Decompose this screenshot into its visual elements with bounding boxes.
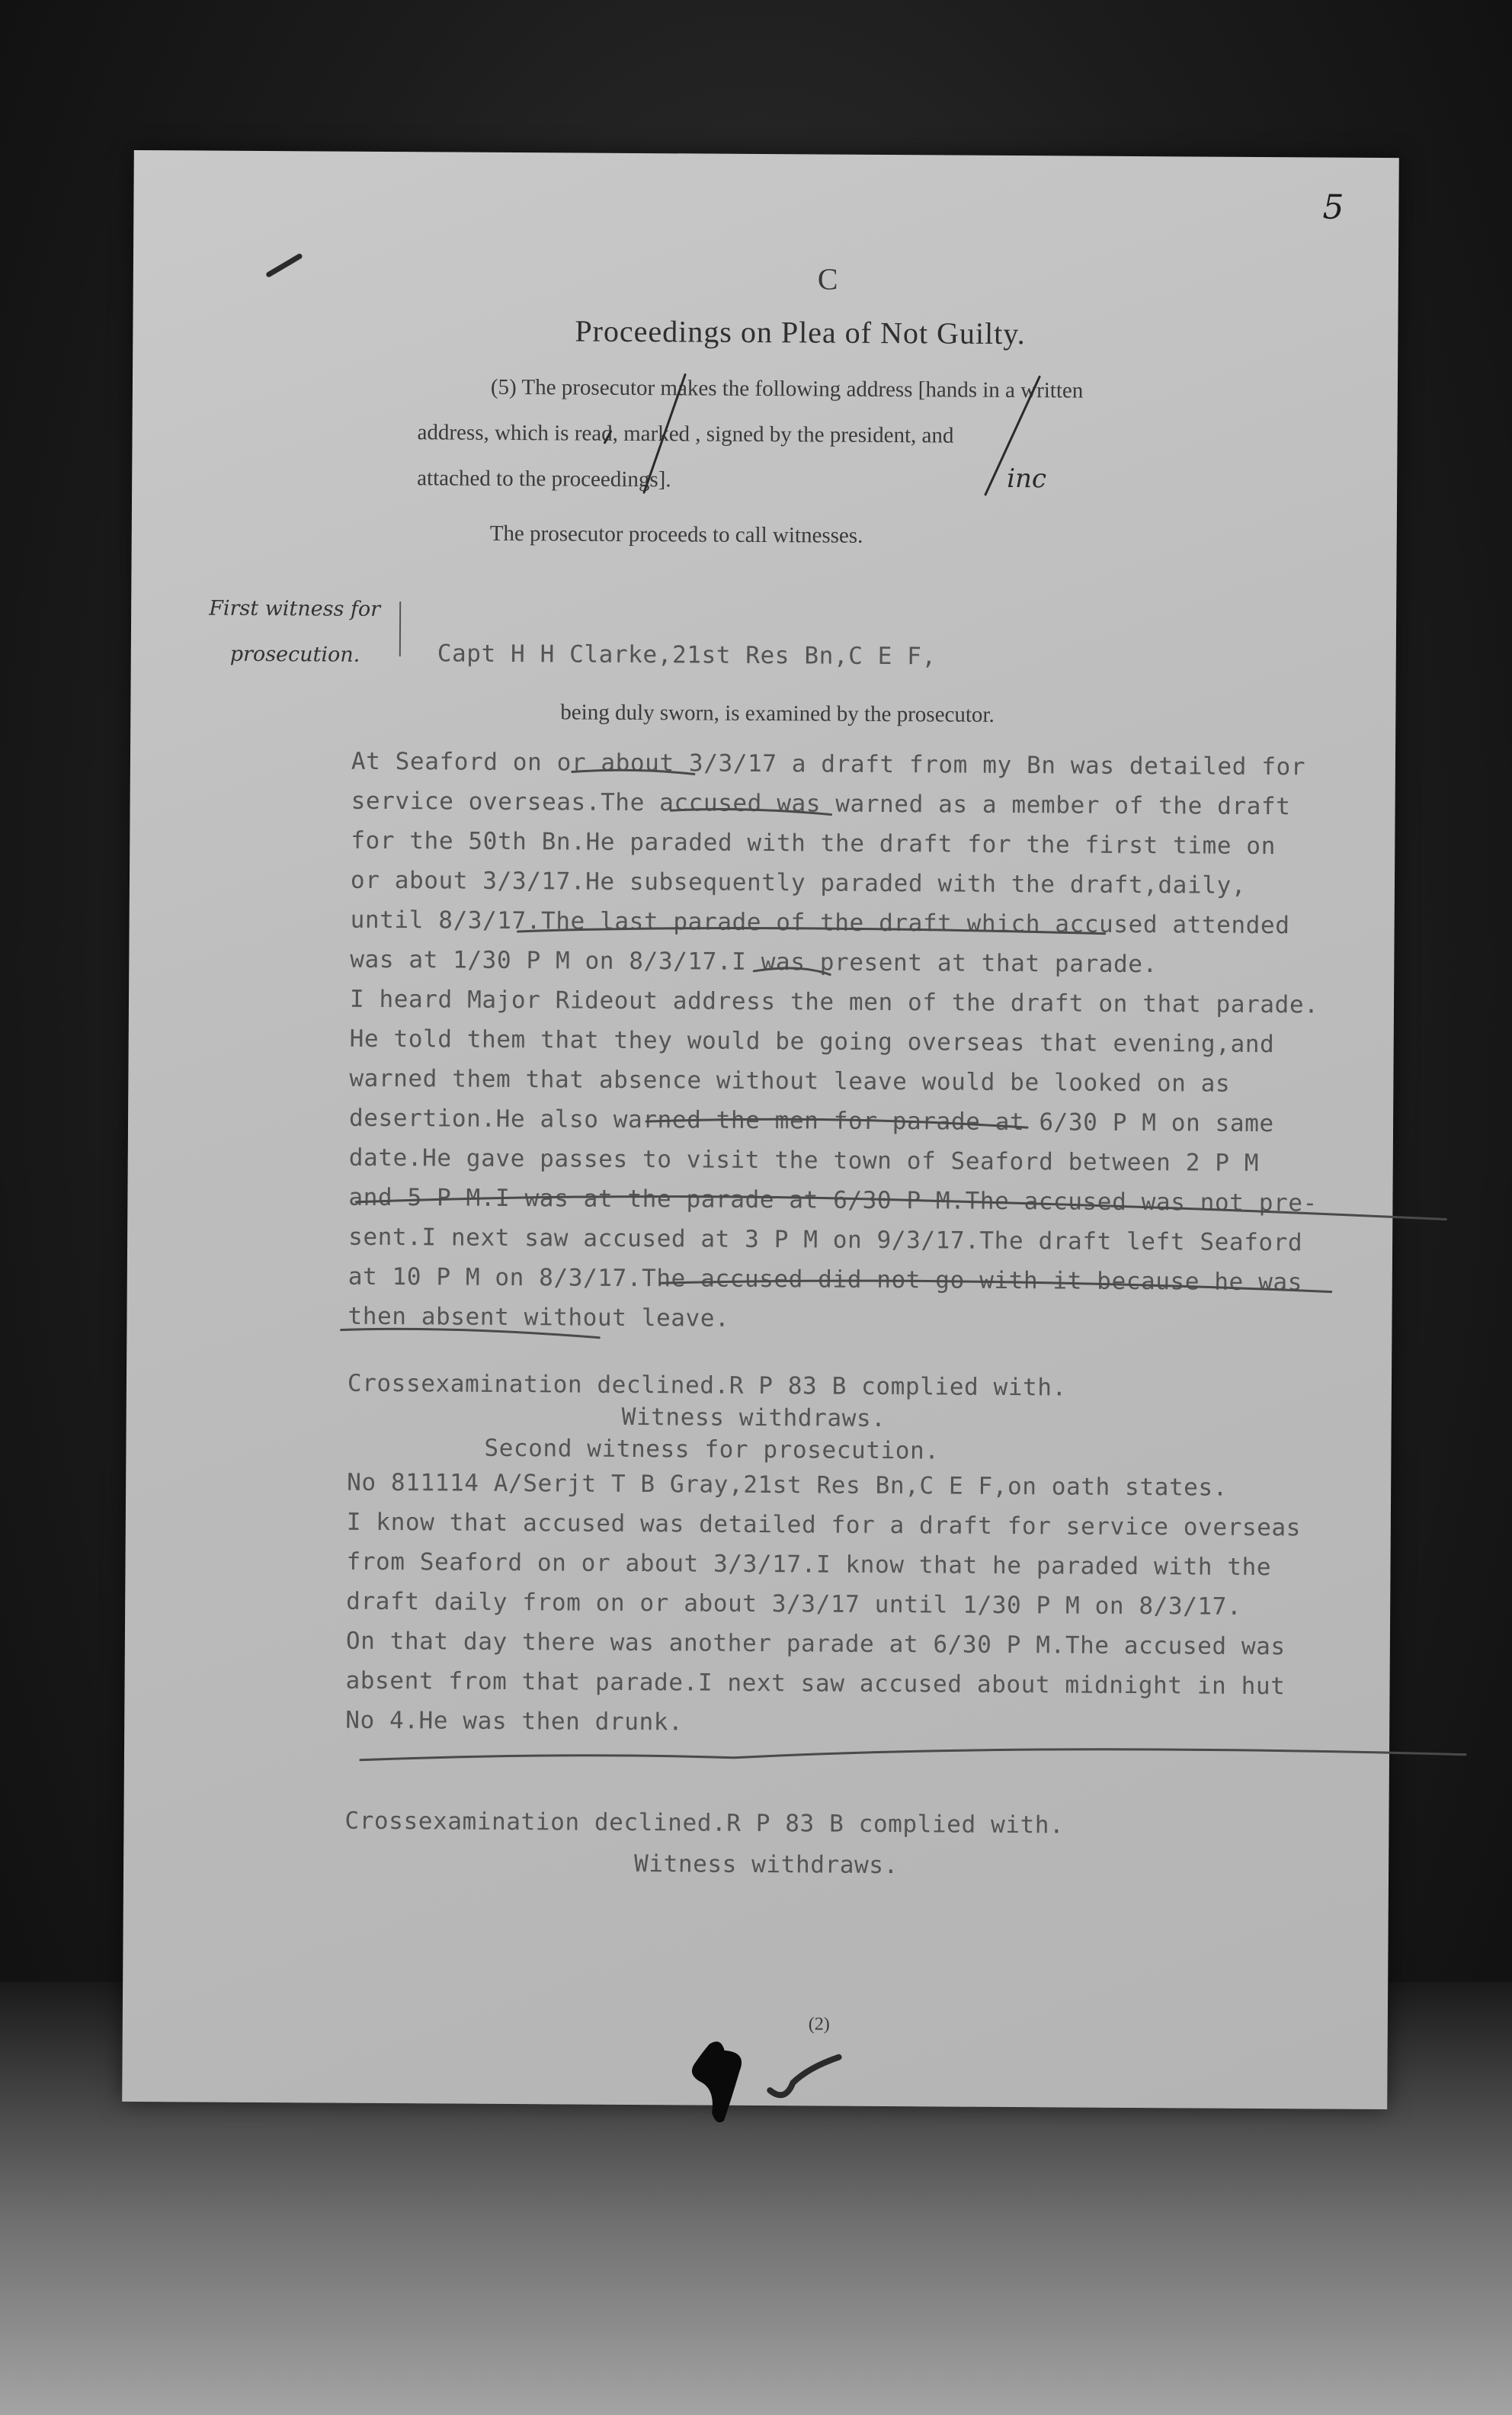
margin-label-first-witness: First witness for — [209, 596, 381, 621]
pencil-tick-mark — [263, 250, 309, 281]
pencil-underline-second — [338, 1722, 1481, 1790]
second-witness-withdraws: Witness withdraws. — [634, 1850, 899, 1880]
second-cross-exam: Crossexamination declined.R P 83 B complied with. — [344, 1807, 1065, 1839]
testimony-line: At Seaford on or about 3/3/17 a draft from my Bn was detailed for — [351, 747, 1306, 781]
testimony-line: No 4.He was then drunk. — [345, 1706, 684, 1737]
pencil-initials: inc — [1007, 463, 1047, 495]
testimony-line: from Seaford on or about 3/3/17.I know that he paraded with the — [346, 1547, 1272, 1582]
testimony-line: for the 50th Bn.He paraded with the draft for the first time on — [351, 826, 1277, 861]
testimony-line: desertion.He also warned the men for parade at 6/30 P M on same — [348, 1104, 1274, 1138]
second-witness-heading: Second witness for prosecution. — [484, 1434, 940, 1465]
margin-brace — [399, 601, 402, 656]
first-witness-withdraws: Witness withdraws. — [621, 1403, 886, 1433]
testimony-line: was at 1/30 P M on 8/3/17.I was present at that parade. — [350, 945, 1158, 979]
call-witnesses-line: The prosecutor proceeds to call witnesses. — [489, 521, 863, 548]
intro-line-2: address, which is read, marked , signed by the president, and — [417, 420, 954, 448]
footer-page-number: (2) — [808, 2014, 830, 2035]
testimony-line: draft daily from on or about 3/3/17 until 1/30 P M on 8/3/17. — [346, 1587, 1242, 1621]
intro-line-3: attached to the proceedings]. — [417, 466, 671, 492]
margin-label-prosecution: prosecution. — [229, 642, 360, 667]
testimony-line: at 10 P M on 8/3/17.The accused did not go with it because he was — [348, 1262, 1303, 1297]
sworn-line: being duly sworn, is examined by the prosecutor. — [560, 700, 995, 727]
ink-blot-mark — [678, 2029, 862, 2136]
section-heading: Proceedings on Plea of Not Guilty. — [575, 313, 1026, 351]
page-number: 5 — [1322, 188, 1344, 227]
intro-line-1: (5) The prosecutor makes the following address [hands in a written — [490, 374, 1084, 403]
testimony-line: warned them that absence without leave would be looked on as — [349, 1064, 1231, 1098]
testimony-line: He told them that they would be going overseas that evening,and — [349, 1025, 1275, 1059]
first-cross-exam: Crossexamination declined.R P 83 B complied with. — [347, 1369, 1067, 1402]
testimony-line: sent.I next saw accused at 3 P M on 9/3/17.The draft left Seaford — [348, 1223, 1303, 1257]
testimony-line: No 811114 A/Serjt T B Gray,21st Res Bn,C E F,on oath states. — [347, 1468, 1228, 1502]
testimony-line: On that day there was another parade at 6/30 P M.The accused was — [345, 1627, 1286, 1661]
section-letter: C — [817, 261, 838, 297]
testimony-line: absent from that parade.I next saw accused about midnight in hut — [345, 1666, 1286, 1701]
pencil-underlines — [340, 739, 1456, 1355]
first-witness-name: Capt H H Clarke,21st Res Bn,C E F, — [437, 640, 937, 671]
testimony-line: then absent without leave. — [348, 1302, 730, 1333]
testimony-line: I know that accused was detailed for a draft for service overseas — [346, 1508, 1302, 1542]
testimony-line: or about 3/3/17.He subsequently paraded with the draft,daily, — [350, 866, 1247, 900]
testimony-line: until 8/3/17.The last parade of the draft which accused attended — [350, 906, 1290, 940]
testimony-line: date.He gave passes to visit the town of Seaford between 2 P M — [348, 1143, 1260, 1177]
testimony-line: I heard Major Rideout address the men of the draft on that parade. — [349, 985, 1319, 1019]
testimony-line: service overseas.The accused was warned as a member of the draft — [351, 787, 1291, 821]
testimony-line: and 5 P M.I was at the parade at 6/30 P M.The accused was not pre- — [348, 1183, 1318, 1217]
document-page — [122, 150, 1399, 2109]
